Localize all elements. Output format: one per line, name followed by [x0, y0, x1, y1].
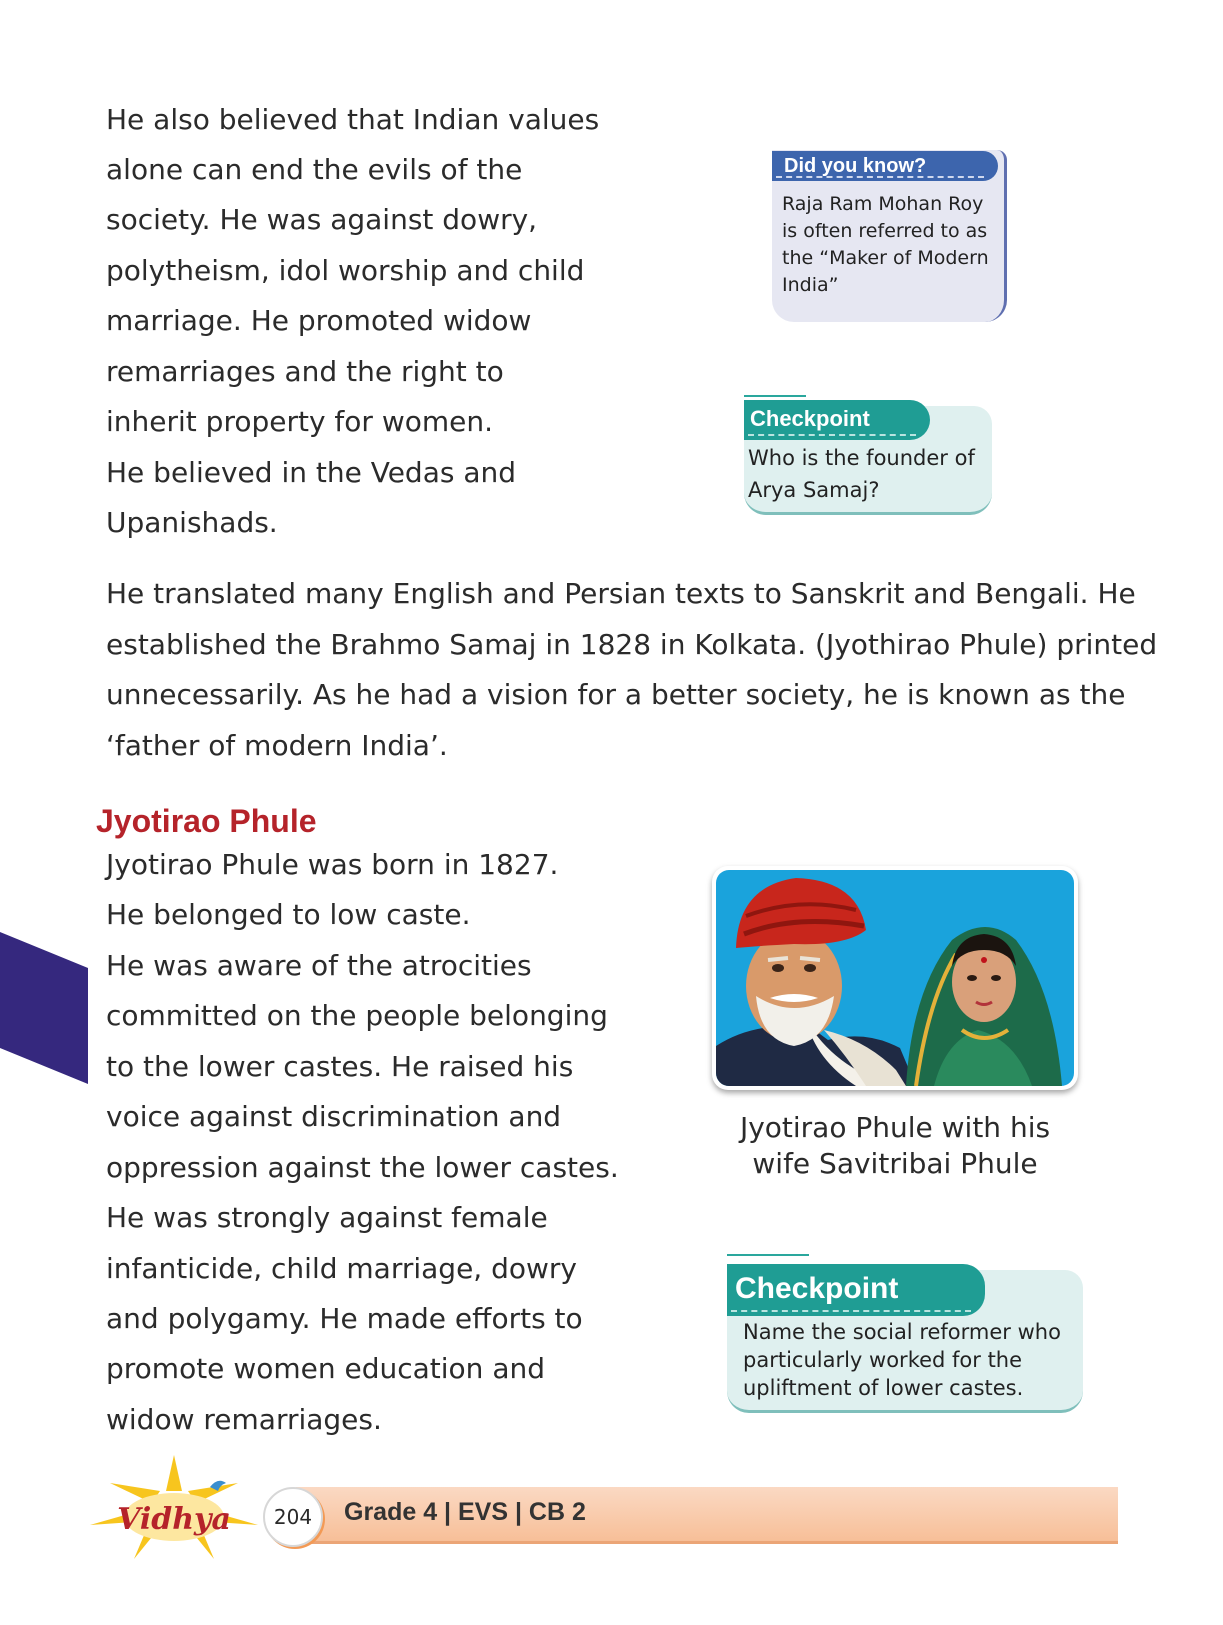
text-line: polytheism, idol worship and child: [106, 254, 585, 287]
caption-line: wife Savitribai Phule: [752, 1147, 1038, 1180]
did-you-know-line: Raja Ram Mohan Roy: [782, 193, 984, 215]
footer-text: Grade 4 | EVS | CB 2: [344, 1498, 586, 1526]
checkpoint-line: particularly worked for the: [743, 1348, 1023, 1372]
checkpoint-line: Arya Samaj?: [748, 478, 880, 502]
text-line: He was aware of the atrocities: [106, 949, 532, 982]
section-heading: Jyotirao Phule: [96, 803, 317, 839]
caption-line: Jyotirao Phule with his: [739, 1111, 1051, 1144]
logo-text: Vidhya: [117, 1502, 231, 1537]
text-line: and polygamy. He made efforts to: [106, 1302, 583, 1335]
vidhya-logo: [88, 1455, 260, 1565]
text-line: Jyotirao Phule was born in 1827.: [106, 848, 559, 881]
checkpoint-text-2: [743, 1318, 1061, 1402]
checkpoint-line: upliftment of lower castes.: [743, 1376, 1024, 1400]
portrait-image: [712, 866, 1078, 1090]
checkpoint-title-1: Checkpoint: [744, 400, 930, 440]
portrait-illustration: [716, 870, 1074, 1086]
text-line: voice against discrimination and: [106, 1100, 562, 1133]
checkpoint-divider: [744, 395, 806, 397]
text-line: unnecessarily. As he had a vision for a better society, he is known as the: [106, 678, 1126, 711]
text-line: He belonged to low caste.: [106, 898, 471, 931]
text-line: remarriages and the right to: [106, 355, 504, 388]
did-you-know-title: Did you know?: [772, 151, 998, 181]
text-line: promote women education and: [106, 1352, 546, 1385]
text-line: inherit property for women.: [106, 405, 494, 438]
text-line: ‘father of modern India’.: [106, 729, 448, 762]
side-tab-decoration: [0, 932, 90, 1084]
text-line: committed on the people belonging: [106, 999, 608, 1032]
text-line: He also believed that Indian values: [106, 103, 600, 136]
checkpoint-divider: [727, 1254, 809, 1256]
text-line: He translated many English and Persian texts to Sanskrit and Bengali. He: [106, 577, 1136, 610]
text-line: infanticide, child marriage, dowry: [106, 1252, 577, 1285]
text-line: He was strongly against female: [106, 1201, 548, 1234]
text-line: Upanishads.: [106, 506, 278, 539]
text-line: to the lower castes. He raised his: [106, 1050, 574, 1083]
did-you-know-line: the “Maker of Modern: [782, 247, 989, 269]
text-line: widow remarriages.: [106, 1403, 382, 1436]
did-you-know-text: [782, 191, 1002, 299]
checkpoint-line: Name the social reformer who: [743, 1320, 1061, 1344]
text-line: marriage. He promoted widow: [106, 304, 532, 337]
checkpoint-text-1: [748, 442, 975, 506]
page-number: 204: [263, 1487, 323, 1547]
did-you-know-line: is often referred to as: [782, 220, 988, 242]
text-line: oppression against the lower castes.: [106, 1151, 619, 1184]
text-line: society. He was against dowry,: [106, 203, 538, 236]
text-line: established the Brahmo Samaj in 1828 in Kolkata. (Jyothirao Phule) printed: [106, 628, 1158, 661]
did-you-know-line: India”: [782, 274, 839, 296]
image-caption: [712, 1110, 1078, 1182]
text-line: alone can end the evils of the: [106, 153, 523, 186]
checkpoint-title-2: Checkpoint: [727, 1264, 985, 1316]
checkpoint-line: Who is the founder of: [748, 446, 975, 470]
text-line: He believed in the Vedas and: [106, 456, 517, 489]
